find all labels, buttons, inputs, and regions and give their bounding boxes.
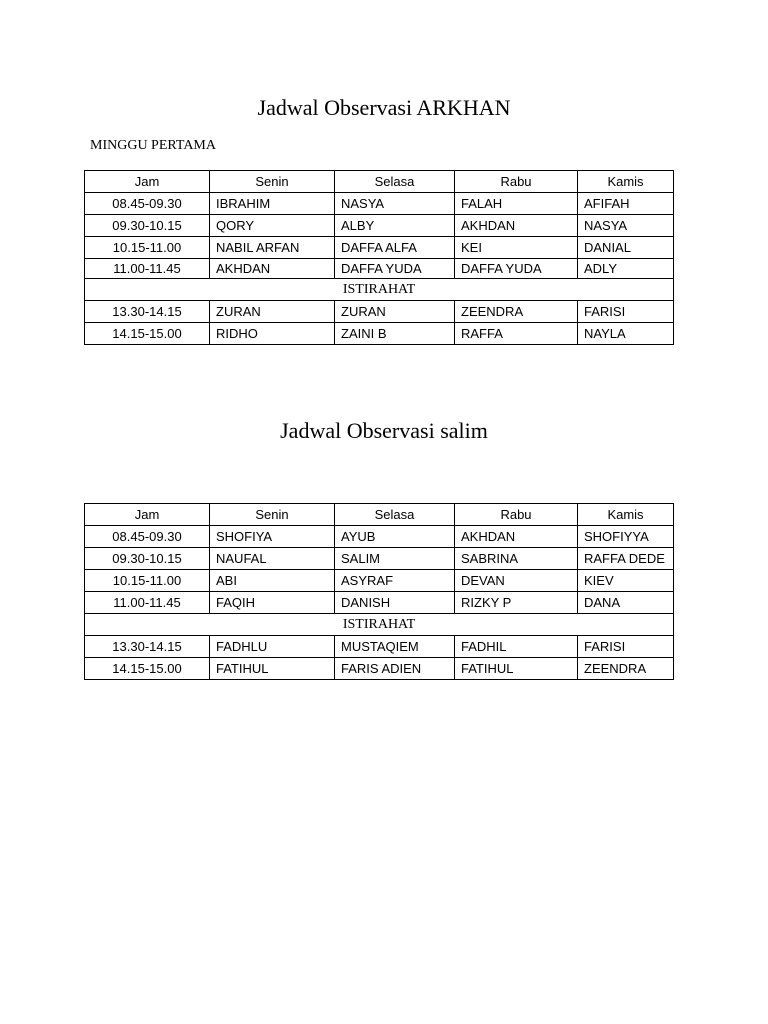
name-cell: KIEV	[578, 570, 674, 592]
name-cell: ZAINI B	[335, 323, 455, 345]
name-cell: DANA	[578, 592, 674, 614]
name-cell: NAUFAL	[210, 548, 335, 570]
name-cell: SHOFIYYA	[578, 526, 674, 548]
schedule-table-arkhan	[84, 170, 674, 345]
time-cell: 11.00-11.45	[85, 592, 210, 614]
table-row	[85, 193, 674, 215]
name-cell: DAFFA YUDA	[335, 259, 455, 279]
name-cell: FARISI	[578, 636, 674, 658]
name-cell: FARISI	[578, 301, 674, 323]
name-cell: SABRINA	[455, 548, 578, 570]
name-cell: MUSTAQIEM	[335, 636, 455, 658]
name-cell: QORY	[210, 215, 335, 237]
time-cell: 08.45-09.30	[85, 193, 210, 215]
name-cell: FAQIH	[210, 592, 335, 614]
name-cell: DAFFA YUDA	[455, 259, 578, 279]
week-subtitle: MINGGU PERTAMA	[90, 138, 216, 153]
name-cell: NASYA	[335, 193, 455, 215]
name-cell: FARIS ADIEN	[335, 658, 455, 680]
name-cell: AKHDAN	[455, 526, 578, 548]
name-cell: AKHDAN	[455, 215, 578, 237]
name-cell: ALBY	[335, 215, 455, 237]
name-cell: RIZKY P	[455, 592, 578, 614]
table-row	[85, 237, 674, 259]
name-cell: ZEENDRA	[455, 301, 578, 323]
name-cell: FATIHUL	[210, 658, 335, 680]
name-cell: DAFFA ALFA	[335, 237, 455, 259]
break-row	[85, 614, 674, 636]
page-title-arkhan: Jadwal Observasi ARKHAN	[257, 95, 511, 120]
name-cell: NASYA	[578, 215, 674, 237]
time-cell: 09.30-10.15	[85, 215, 210, 237]
break-label: ISTIRAHAT	[85, 279, 674, 301]
time-cell: 10.15-11.00	[85, 237, 210, 259]
column-header-jam: Jam	[85, 171, 210, 193]
name-cell: ABI	[210, 570, 335, 592]
time-cell: 08.45-09.30	[85, 526, 210, 548]
table-row	[85, 323, 674, 345]
name-cell: RIDHO	[210, 323, 335, 345]
table-row	[85, 526, 674, 548]
time-cell: 14.15-15.00	[85, 658, 210, 680]
name-cell: DEVAN	[455, 570, 578, 592]
name-cell: ZEENDRA	[578, 658, 674, 680]
column-header-kamis: Kamis	[578, 171, 674, 193]
name-cell: NABIL ARFAN	[210, 237, 335, 259]
schedule-table-salim	[84, 503, 674, 680]
column-header-rabu: Rabu	[455, 504, 578, 526]
time-cell: 09.30-10.15	[85, 548, 210, 570]
time-cell: 14.15-15.00	[85, 323, 210, 345]
time-cell: 13.30-14.15	[85, 636, 210, 658]
column-header-selasa: Selasa	[335, 504, 455, 526]
break-label: ISTIRAHAT	[85, 614, 674, 636]
name-cell: DANIAL	[578, 237, 674, 259]
column-header-senin: Senin	[210, 504, 335, 526]
table-row	[85, 259, 674, 279]
name-cell: RAFFA DEDE	[578, 548, 674, 570]
name-cell: FADHIL	[455, 636, 578, 658]
table-row	[85, 592, 674, 614]
table-row	[85, 548, 674, 570]
table-row	[85, 658, 674, 680]
table-header-row	[85, 171, 674, 193]
column-header-rabu: Rabu	[455, 171, 578, 193]
column-header-jam: Jam	[85, 504, 210, 526]
name-cell: ADLY	[578, 259, 674, 279]
name-cell: AKHDAN	[210, 259, 335, 279]
table-row	[85, 570, 674, 592]
column-header-kamis: Kamis	[578, 504, 674, 526]
name-cell: RAFFA	[455, 323, 578, 345]
time-cell: 13.30-14.15	[85, 301, 210, 323]
time-cell: 11.00-11.45	[85, 259, 210, 279]
name-cell: SHOFIYA	[210, 526, 335, 548]
name-cell: KEI	[455, 237, 578, 259]
column-header-senin: Senin	[210, 171, 335, 193]
break-row	[85, 279, 674, 301]
name-cell: FADHLU	[210, 636, 335, 658]
page-title-salim: Jadwal Observasi salim	[280, 418, 488, 443]
name-cell: NAYLA	[578, 323, 674, 345]
name-cell: ASYRAF	[335, 570, 455, 592]
name-cell: FALAH	[455, 193, 578, 215]
table-row	[85, 636, 674, 658]
table-header-row	[85, 504, 674, 526]
name-cell: IBRAHIM	[210, 193, 335, 215]
name-cell: FATIHUL	[455, 658, 578, 680]
time-cell: 10.15-11.00	[85, 570, 210, 592]
column-header-selasa: Selasa	[335, 171, 455, 193]
name-cell: DANISH	[335, 592, 455, 614]
name-cell: ZURAN	[335, 301, 455, 323]
name-cell: ZURAN	[210, 301, 335, 323]
table-row	[85, 301, 674, 323]
name-cell: SALIM	[335, 548, 455, 570]
name-cell: AYUB	[335, 526, 455, 548]
table-row	[85, 215, 674, 237]
name-cell: AFIFAH	[578, 193, 674, 215]
